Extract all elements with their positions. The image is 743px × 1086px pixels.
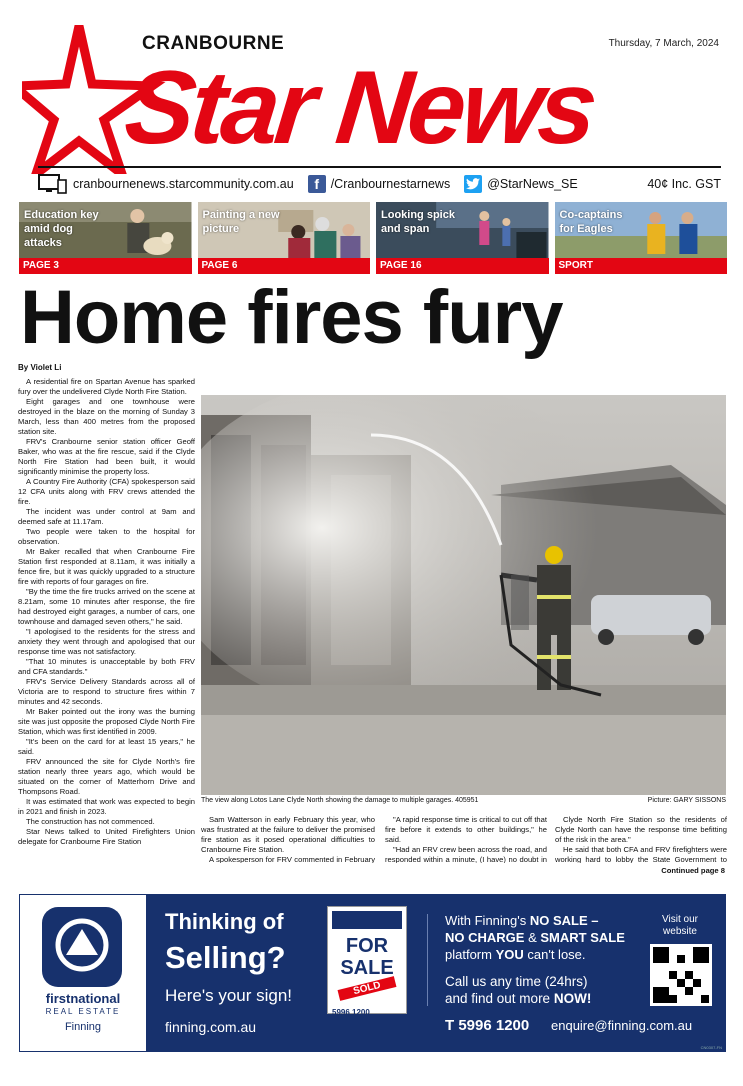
story-column-3 — [385, 815, 547, 863]
paragraph: Eight garages and one townhouse were destroyed in the blaze on the morning of Sunday 3 March, less than 400 metres from the proposed station site. — [18, 397, 195, 436]
ad-phone[interactable]: T 5996 1200 — [445, 1017, 530, 1034]
promo-title: Co-captains for Eagles — [559, 209, 623, 235]
paragraph: The incident was under control at 9am and deemed safe at 11.17am. — [18, 507, 195, 526]
twitter-link[interactable] — [464, 175, 578, 193]
paragraph: FRV's Cranbourne senior station officer Geoff Baker, who was at the fire rescue, said if the Clyde North Fire Station had been built, it would significantly minimise the property loss. — [18, 437, 195, 476]
ad-email[interactable]: enquire@finning.com.au — [551, 1018, 693, 1033]
paragraph: A spokesperson for FRV commented in February — [209, 855, 375, 863]
logo-text: Star News — [119, 50, 599, 166]
offer-bold: SMART SALE — [540, 930, 625, 945]
caption-text: The view along Lotos Lane Clyde North showing the damage to multiple garages. 405951 — [201, 797, 479, 804]
ad-subhead: Here's your sign! — [165, 986, 293, 1005]
offer-text: & — [528, 930, 537, 945]
offer-bold: NO CHARGE — [445, 930, 525, 945]
ad-headline-1: Thinking of — [165, 909, 284, 934]
offer-bold: NO SALE – — [529, 913, 599, 928]
visit-website-label: Visit our website — [662, 914, 698, 937]
paragraph: Star News talked to United Firefighters Union delegate for Cranbourne Fire Station — [18, 827, 195, 846]
info-bar — [38, 172, 721, 196]
paragraph: "Had an FRV crew been across the road, and responded within a minute, (I have) no doubt in — [385, 845, 547, 863]
brand-sub: REAL ESTATE — [45, 1007, 121, 1016]
paragraph: He said that both CFA and FRV firefighters were working hard to lobby the State Government to — [555, 845, 727, 863]
promo-item[interactable] — [555, 202, 728, 274]
office-name: Finning — [64, 1021, 102, 1033]
facebook-link[interactable] — [308, 175, 451, 193]
facebook-icon: f — [308, 175, 326, 193]
photo-caption — [201, 797, 726, 804]
promo-strip — [19, 202, 727, 274]
paragraph: Sam Watterson in early February this year, who was frustrated at the failure to deliver the promised fire station as it posed operational difficulties to Cranbourne Fire Station. — [201, 815, 375, 854]
promo-title: Looking spick and span — [381, 209, 455, 235]
promo-page-tag: SPORT — [555, 258, 728, 274]
photo-credit: Picture: GARY SISSONS — [647, 797, 726, 804]
paragraph: "I apologised to the residents for the stress and anxiety they went through and apologised that our response time was not satisfactory. — [18, 627, 195, 656]
paragraph: A residential fire on Spartan Avenue has sparked fury over the undelivered Clyde North Fire Station. — [18, 377, 195, 396]
paragraph: Mr Baker recalled that when Cranbourne Fire Station first responded at 8.11am, it was initially a fence fire, but it was quickly upgraded to a structure fire with reports of four garages on fire. — [18, 547, 195, 586]
paragraph: A Country Fire Authority (CFA) spokesperson said 12 CFA units along with FRV crews attended the fire. — [18, 477, 195, 506]
twitter-text: @StarNews_SE — [487, 177, 578, 191]
newspaper-logo — [119, 48, 726, 168]
paragraph: "A rapid response time is critical to cut off that fire before it extends to other buildings," he said. — [385, 815, 547, 844]
lead-headline[interactable]: Home fires fury — [20, 275, 563, 360]
call-now: NOW! — [553, 991, 592, 1006]
lead-photo[interactable] — [201, 395, 726, 795]
cover-price: 40¢ Inc. GST — [647, 177, 721, 191]
byline: By Violet Li — [18, 363, 62, 372]
promo-title: Painting a new picture — [202, 209, 280, 235]
ad-offer-text — [445, 912, 675, 1007]
story-column-4 — [555, 815, 727, 863]
ad-brand-panel — [19, 894, 147, 1052]
promo-item[interactable] — [376, 202, 549, 274]
paragraph: Mr Baker pointed out the irony was the burning site was just opposite the proposed Clyde North Fire Station, which was first identified in 2009. — [18, 707, 195, 736]
paragraph: "That 10 minutes is unacceptable by both FRV and CFA standards." — [18, 657, 195, 676]
story-column-2 — [201, 815, 375, 863]
ad-website[interactable]: finning.com.au — [165, 1019, 257, 1035]
offer-bold: YOU — [495, 947, 524, 962]
for-sale-sign — [327, 906, 407, 1017]
sign-phone: 5996 1200 — [332, 1008, 370, 1017]
sold-sticker: SOLD — [338, 976, 397, 1001]
ad-reference: CN0307-FN — [700, 1045, 722, 1050]
offer-text: can't lose. — [527, 947, 586, 962]
advertisement[interactable] — [19, 894, 726, 1052]
ad-divider — [427, 914, 428, 1006]
paragraph: FRV announced the site for Clyde North's fire station nearly three years ago, which would be situated on the corner of Matterhorn Drive and Thompsons Road. — [18, 757, 195, 796]
masthead-rule — [38, 166, 721, 168]
call-line-1: Call us any time (24hrs) — [445, 974, 588, 989]
offer-text: platform — [445, 947, 492, 962]
qr-code-icon[interactable] — [650, 944, 712, 1006]
offer-text: With Finning's — [445, 913, 527, 928]
ad-main — [147, 894, 726, 1052]
call-line-2: and find out more — [445, 991, 551, 1006]
paragraph: "By the time the fire trucks arrived on the scene at 8.21am, some 10 minutes after response, the fire had destroyed eight garages, a number of cars, one townhouse and damaged seven others," he said. — [18, 587, 195, 626]
promo-page-tag: PAGE 16 — [376, 258, 549, 274]
computer-icon — [38, 174, 68, 194]
paragraph: It was estimated that work was expected to begin in 2021 and finish in 2023. — [18, 797, 195, 816]
paragraph: Clyde North Fire Station so the residents of Clyde North can have the response time befitting of the risk in the area." — [555, 815, 727, 844]
fire-scene-image — [201, 395, 726, 795]
paragraph: FRV's Service Delivery Standards across all of Victoria are to respond to structure fires within 7 minutes and 42 seconds. — [18, 677, 195, 706]
promo-item[interactable] — [198, 202, 371, 274]
website-link[interactable] — [38, 174, 294, 194]
sign-text: FOR SALE — [340, 935, 394, 979]
masthead — [0, 0, 743, 170]
paragraph: Two people were taken to the hospital for observation. — [18, 527, 195, 546]
promo-item[interactable] — [19, 202, 192, 274]
promo-title: Education key amid dog attacks — [24, 209, 99, 249]
town-name: CRANBOURNE — [142, 33, 285, 54]
story-column-1 — [18, 377, 195, 859]
first-national-logo-icon — [20, 901, 146, 991]
promo-page-tag: PAGE 3 — [19, 258, 192, 274]
paragraph: "It's been on the card for at least 15 years," he said. — [18, 737, 195, 756]
facebook-text: /Cranbournestarnews — [330, 177, 451, 191]
promo-page-tag: PAGE 6 — [198, 258, 371, 274]
website-text: cranbournenews.starcommunity.com.au — [73, 177, 294, 191]
continued-link[interactable]: Continued page 8 — [661, 866, 725, 875]
brand-name: firstnational — [45, 991, 121, 1006]
ad-headline-2: Selling? — [165, 940, 286, 975]
paragraph: The construction has not commenced. — [26, 817, 155, 826]
issue-date: Thursday, 7 March, 2024 — [608, 38, 719, 49]
twitter-icon — [464, 175, 482, 193]
